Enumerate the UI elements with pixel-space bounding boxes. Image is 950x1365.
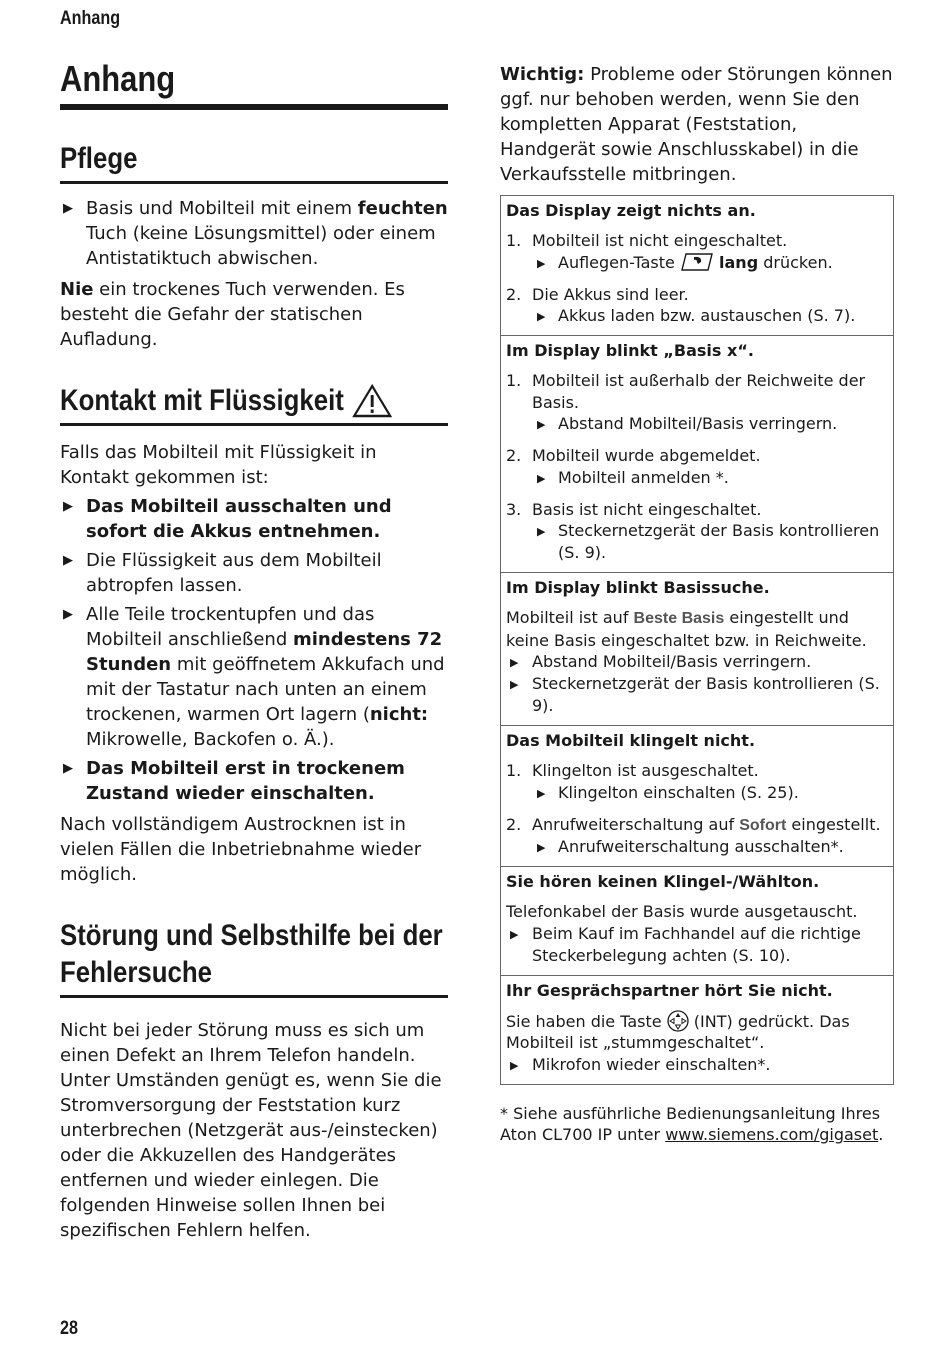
trouble-title: Im Display blinkt „Basis x“. <box>506 341 754 360</box>
triangle-right-icon: ▶ <box>510 678 519 691</box>
triangle-right-icon: ▶ <box>537 471 546 485</box>
cause-item: 2. Anrufweiterschaltung auf Sofort eingestellt. <box>506 814 881 834</box>
cause-item: 1. Klingelton ist ausgeschaltet. <box>506 761 759 780</box>
solution-item: ▶ Steckernetzgerät der Basis kontrollieren (S. 9). <box>537 521 880 562</box>
page-title: Anhang <box>60 58 176 99</box>
important-note: Wichtig: Probleme oder Störungen können ggf. nur behoben werden, wenn Sie den kompletten Apparat (Feststation, Handgerät sowie Anschlusskabel) in die Verkaufsstelle mitbringen. <box>500 64 893 185</box>
solution-item: ▶ Anrufweiterschaltung ausschalten*. <box>506 836 888 858</box>
warning-triangle-icon <box>352 384 392 418</box>
kontakt-bullet-3: ▶ Alle Teile trockentupfen und das Mobilteil anschließend mindestens 72 Stunden mit geöffnetem Akkufach und mit der Tastatur nach unten an einem trockenen, warmen Ort lagern (nicht: Mikrowelle, Backofen o. Ä.). <box>63 604 445 750</box>
navigation-key-icon <box>667 1010 689 1032</box>
stoerung-heading-1: Störung und Selbsthilfe bei der <box>60 919 443 952</box>
stoerung-heading-2: Fehlersuche <box>60 956 212 989</box>
solution-item: ▶ Mikrofon wieder einschalten*. <box>506 1054 888 1076</box>
solution-item: ▶ Mobilteil anmelden *. <box>506 467 888 489</box>
triangle-right-icon: ▶ <box>63 607 73 622</box>
pflege-heading: Pflege <box>60 142 138 175</box>
cause-item: 1. Mobilteil ist außerhalb der Reichweite der Basis. <box>506 371 866 412</box>
cause-item: 2. Mobilteil wurde abgemeldet. <box>506 446 761 465</box>
triangle-right-icon: ▶ <box>63 761 73 776</box>
triangle-right-icon: ▶ <box>510 927 519 941</box>
kontakt-bullet-4: ▶ Das Mobilteil erst in trockenem Zustand wieder einschalten. <box>63 758 405 804</box>
triangle-right-icon: ▶ <box>63 553 73 568</box>
kontakt-heading: Kontakt mit Flüssigkeit <box>60 382 394 419</box>
cause-text: Telefonkabel der Basis wurde ausgetauscht. <box>506 902 858 921</box>
triangle-right-icon: ▶ <box>537 418 546 431</box>
trouble-no-dialtone <box>501 866 893 975</box>
cause-item: 3. Basis ist nicht eingeschaltet. <box>506 499 762 519</box>
trouble-title: Sie hören keinen Klingel-/Wählton. <box>506 872 820 891</box>
cause-item: 1. Mobilteil ist nicht eingeschaltet. <box>506 231 788 250</box>
solution-item: ▶ Klingelton einschalten (S. 25). <box>506 782 888 804</box>
triangle-right-icon: ▶ <box>537 841 546 854</box>
pflege-bullet: ▶ Basis und Mobilteil mit einem feuchten Tuch (keine Lösungsmittel) oder einem Antistatiktuch abwischen. <box>63 198 448 269</box>
siemens-link[interactable]: www.siemens.com/gigaset <box>665 1125 879 1144</box>
pflege-note: Nie ein trockenes Tuch verwenden. Es besteht die Gefahr der statischen Aufladung. <box>60 279 405 350</box>
trouble-basis-blinks <box>501 335 893 572</box>
stoerung-text: Nicht bei jeder Störung muss es sich um einen Defekt an Ihrem Telefon handeln. Unter Umständen genügt es, wenn Sie die Stromversorgung der Feststation kurz unterbrechen (Netzgerät aus-/einstecken) oder die Akkuzellen des Handgerätes entfernen und wieder einlegen. Die folgenden Hinweise sollen Ihnen bei spezifischen Fehlern helfen. <box>60 1020 442 1241</box>
triangle-right-icon: ▶ <box>537 256 546 270</box>
kontakt-intro: Falls das Mobilteil mit Flüssigkeit in Kontakt gekommen ist: <box>60 442 377 488</box>
trouble-display-empty <box>501 196 893 335</box>
trouble-title: Das Mobilteil klingelt nicht. <box>506 731 756 750</box>
page-number: 28 <box>60 1318 78 1339</box>
kontakt-outro: Nach vollständigem Austrocknen ist in vielen Fällen die Inbetriebnahme wieder möglich. <box>60 814 422 885</box>
trouble-title: Ihr Gesprächspartner hört Sie nicht. <box>506 980 833 1000</box>
triangle-right-icon: ▶ <box>63 201 73 216</box>
triangle-right-icon: ▶ <box>510 656 519 669</box>
solution-item: ▶ Beim Kauf im Fachhandel auf die richtige Steckerbelegung achten (S. 10). <box>510 923 861 965</box>
kontakt-bullet-1: ▶ Das Mobilteil ausschalten und sofort die Akkus entnehmen. <box>63 496 392 542</box>
trouble-no-ring <box>501 725 893 866</box>
trouble-title: Das Display zeigt nichts an. <box>506 201 756 220</box>
cause-text: Sie haben die Taste (INT) gedrückt. Das Mobilteil ist „stummgeschaltet“. <box>506 1011 850 1052</box>
triangle-right-icon: ▶ <box>63 499 73 514</box>
trouble-title: Im Display blinkt Basissuche. <box>506 578 770 597</box>
solution-item: ▶ Steckernetzgerät der Basis kontrollieren (S. 9). <box>510 674 880 715</box>
footnote: * Siehe ausführliche Bedienungsanleitung Ihres Aton CL700 IP unter www.siemens.com/gigaset. <box>500 1103 884 1144</box>
trouble-partner-cannot-hear <box>501 975 893 1084</box>
kontakt-bullet-2: ▶ Die Flüssigkeit aus dem Mobilteil abtropfen lassen. <box>63 550 382 596</box>
cause-text: Mobilteil ist auf Beste Basis eingestellt und keine Basis eingeschaltet bzw. in Reichweite. <box>506 608 867 650</box>
troubleshooting-table <box>500 195 894 1085</box>
triangle-right-icon: ▶ <box>537 310 546 323</box>
solution-item: ▶ Abstand Mobilteil/Basis verringern. <box>506 413 888 435</box>
running-header: Anhang <box>60 8 121 29</box>
cause-item: 2. Die Akkus sind leer. <box>506 284 689 304</box>
triangle-right-icon: ▶ <box>510 1058 519 1072</box>
left-column <box>60 56 448 1243</box>
triangle-right-icon: ▶ <box>537 786 546 800</box>
end-call-key-icon <box>680 252 714 272</box>
right-column <box>500 62 894 1146</box>
triangle-right-icon: ▶ <box>537 525 546 538</box>
trouble-basissuche <box>501 572 893 725</box>
solution-item: ▶ Auflegen-Taste lang drücken. <box>506 252 888 274</box>
solution-item: ▶ Akkus laden bzw. austauschen (S. 7). <box>506 305 888 327</box>
solution-item: ▶ Abstand Mobilteil/Basis verringern. <box>506 651 888 673</box>
